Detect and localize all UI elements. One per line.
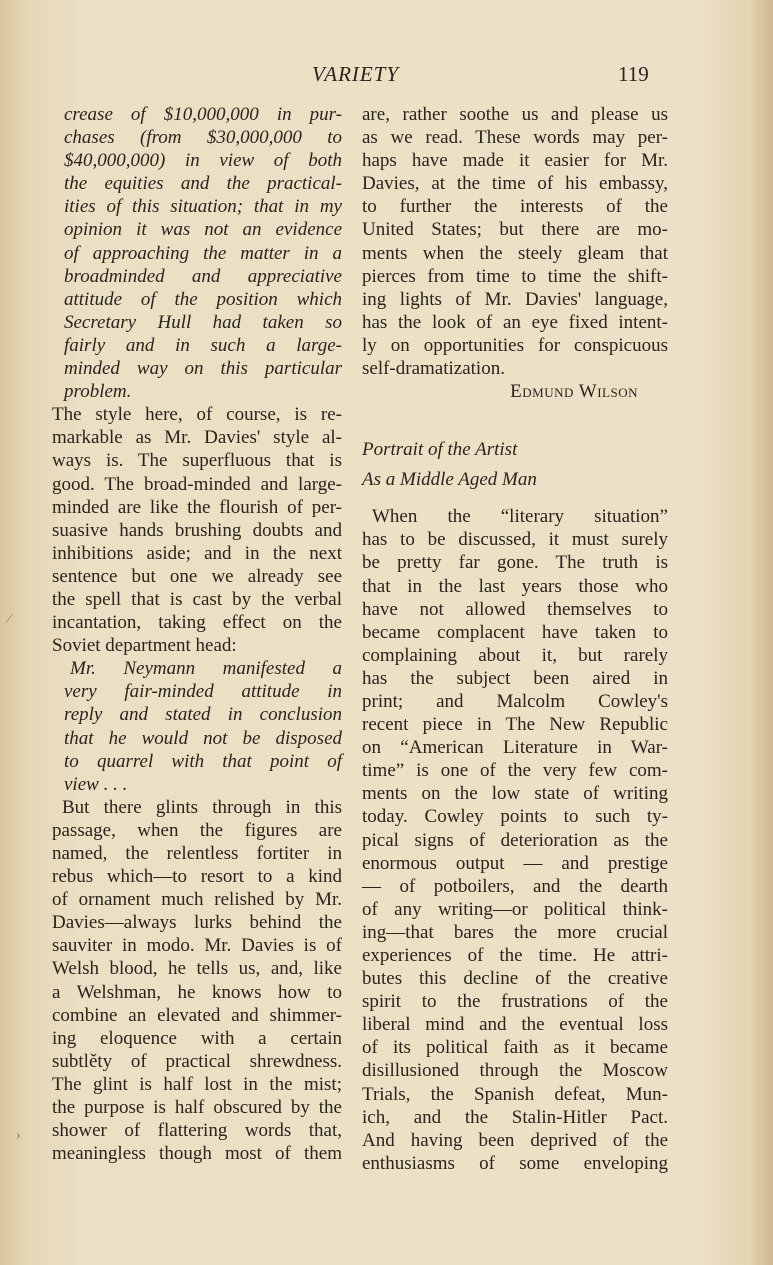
left-column-line: suasive hands brushing doubts and [52,519,342,541]
left-column-line: to quarrel with that point of [64,750,342,772]
left-column-line: attitude of the position which [64,288,342,310]
left-column-line: opinion it was not an evidence [64,219,342,241]
right-column-body-text [362,505,668,1175]
left-column-line: minded are like the flourish of per- [52,496,342,518]
article-heading-line-2: As a Middle Aged Man [362,469,537,491]
right-column-line: became complacent have taken to [362,621,668,643]
right-column-line: enthusiasms of some enveloping [362,1152,668,1174]
right-column-line: has the subject been aired in [362,667,668,689]
right-column-line: have not allowed themselves to [362,598,668,620]
right-column-line: recent piece in The New Republic [362,714,668,736]
right-column-line: has to be discussed, it must surely [362,529,668,551]
left-column-line: that he would not be disposed [64,727,342,749]
right-column-line: today. Cowley points to such ty- [362,806,668,828]
right-column-line: that in the last years those who [362,575,668,597]
right-column-line: ments on the low state of writing [362,783,668,805]
left-column-line: incantation, taking effect on the [52,612,342,634]
right-column-line: of any writing—or political think- [362,898,668,920]
left-column-line: shower of flattering words that, [52,1120,342,1142]
left-column-line: of ornament much relished by Mr. [52,889,342,911]
right-column-line: haps have made it easier for Mr. [362,150,668,172]
page-number: 119 [618,62,649,86]
author-signature: Edmund Wilson [510,381,638,403]
margin-pen-mark: ⁄ [8,612,11,627]
left-column-line: sauviter in modo. Mr. Davies is of [52,935,342,957]
left-column-line: The glint is half lost in the mist; [52,1073,342,1095]
right-column-line: enormous output — and prestige [362,852,668,874]
running-title: VARIETY [312,62,400,86]
left-column-line: subtlěty of practical shrewdness. [52,1050,342,1072]
right-column-line: ments when the steely gleam that [362,242,668,264]
left-column-line: meaningless though most of them [52,1143,342,1165]
left-column-line: Secretary Hull had taken so [64,311,342,333]
right-column-line: are, rather soothe us and please us [362,104,668,125]
right-column-line: ly on opportunities for conspicuous [362,334,668,356]
left-column-line: a Welshman, he knows how to [52,981,342,1003]
article-heading-line-1: Portrait of the Artist [362,439,518,461]
left-column-line: very fair-minded attitude in [64,681,342,703]
running-head [0,62,773,92]
left-column-line: view . . . [64,773,128,795]
left-column [52,103,342,1165]
left-column-line: Mr. Neymann manifested a [70,658,342,680]
right-column-line: ing—that bares the more crucial [362,921,668,943]
section-gap [362,403,668,435]
right-column-line: print; and Malcolm Cowley's [362,690,668,712]
right-column-line: has the look of an eye fixed intent- [362,311,668,333]
right-column-line: United States; but there are mo- [362,219,668,241]
right-column-line: — of potboilers, and the dearth [362,875,668,897]
right-column-line: Trials, the Spanish defeat, Mun- [362,1083,668,1105]
right-column-line: on “American Literature in War- [362,737,668,759]
right-column-line: complaining about it, but rarely [362,644,668,666]
left-column-line: $40,000,000) in view of both [64,150,342,172]
right-column [362,103,668,1175]
right-column-line: time” is one of the very few com- [362,760,668,782]
left-column-line: minded way on this particular [64,358,342,380]
right-column-line: butes this decline of the creative [362,968,668,990]
left-column-line: ways is. The superfluous that is [52,450,342,472]
right-column-line: spirit to the frustrations of the [362,991,668,1013]
right-column-line: experiences of the time. He attri- [362,945,668,966]
left-column-line: problem. [64,381,132,403]
right-column-line: ing lights of Mr. Davies' language, [362,288,668,310]
left-column-line: the purpose is half obscured by the [52,1097,342,1119]
right-column-top-text [362,103,668,380]
right-column-line: pical signs of deterioration as the [362,829,668,851]
right-column-line: as we read. These words may per- [362,127,668,149]
right-column-line: pierces from time to time the shift- [362,265,668,287]
left-column-line: named, the relentless fortiter in [52,843,342,864]
left-column-line: of approaching the matter in a [64,242,342,264]
margin-pen-mark: › [16,1128,21,1143]
left-column-line: markable as Mr. Davies' style al- [52,427,342,449]
left-column-line: But there glints through in this [62,796,342,818]
right-column-line: of its political faith as it became [362,1037,668,1059]
left-column-line: sentence but one we already see [52,565,342,587]
left-column-line: fairly and in such a large- [64,334,342,356]
left-column-line: broadminded and appreciative [64,265,342,287]
left-column-line: crease of $10,000,000 in pur- [64,104,342,125]
left-column-line: rebus which—to resort to a kind [52,866,342,888]
right-column-line: be pretty far gone. The truth is [362,552,668,574]
left-column-line: chases (from $30,000,000 to [64,127,342,149]
left-column-line: reply and stated in conclusion [64,704,342,726]
left-column-line: Welsh blood, he tells us, and, like [52,958,342,980]
right-column-line: When the “literary situation” [372,506,668,528]
left-column-line: Soviet department head: [52,635,237,657]
right-column-line: self-dramatization. [362,358,505,380]
left-column-line: Davies—always lurks behind the [52,912,342,934]
right-column-line: Davies, at the time of his embassy, [362,173,668,195]
left-column-line: passage, when the figures are [52,819,342,841]
left-column-line: the spell that is cast by the verbal [52,588,342,610]
right-column-line: And having been deprived of the [362,1129,668,1151]
right-column-line: liberal mind and the eventual loss [362,1014,668,1036]
left-column-line: inhibitions aside; and in the next [52,542,342,564]
right-column-line: to further the interests of the [362,196,668,218]
left-column-line: The style here, of course, is re- [52,404,342,426]
left-column-line: good. The broad-minded and large- [52,473,342,495]
left-column-line: the equities and the practical- [64,173,342,195]
left-column-line: combine an elevated and shimmer- [52,1004,342,1026]
left-column-line: ities of this situation; that in my [64,196,342,218]
left-column-line: ing eloquence with a certain [52,1027,342,1049]
right-column-line: disillusioned through the Moscow [362,1060,668,1082]
right-column-line: ich, and the Stalin-Hitler Pact. [362,1106,668,1128]
